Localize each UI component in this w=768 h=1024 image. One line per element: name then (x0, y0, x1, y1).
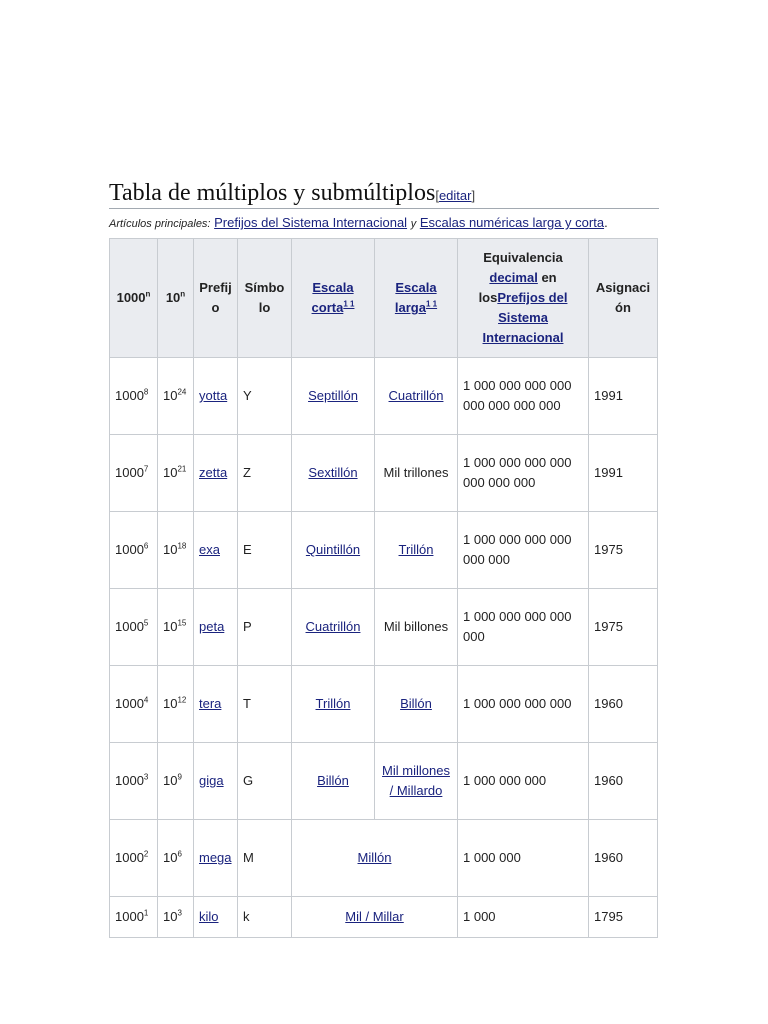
hatnote-conj: y (410, 218, 417, 230)
edit-link[interactable]: editar (438, 188, 472, 203)
cell-prefix[interactable] (194, 820, 238, 897)
multiples-table (109, 238, 658, 938)
cell-decimal: 1 000 000 000 (458, 743, 589, 820)
cell-long-scale[interactable] (375, 358, 458, 435)
prefix-link[interactable]: mega (199, 850, 232, 865)
cell-base-power: 1000$^8$ (110, 358, 158, 435)
cell-short-scale[interactable] (292, 589, 375, 666)
cell-long-scale: Mil trillones (375, 435, 458, 512)
scale-link[interactable]: Millón (357, 850, 392, 865)
table-row (110, 820, 658, 897)
hatnote-prefix: Artículos principales: (109, 218, 211, 230)
header-prefix: Prefijo (194, 239, 238, 358)
cell-short-scale[interactable] (292, 358, 375, 435)
edit-section: [editar] (435, 188, 476, 203)
cell-merged-scale[interactable] (292, 820, 458, 897)
cell-base-power: 1000$^4$ (110, 666, 158, 743)
cell-short-scale[interactable] (292, 435, 375, 512)
section-heading (109, 179, 659, 209)
cell-base-power: 1000$^7$ (110, 435, 158, 512)
cell-long-scale[interactable] (375, 743, 458, 820)
long-scale-link[interactable]: Cuatrillón (388, 388, 444, 403)
cell-prefix[interactable] (194, 666, 238, 743)
header-link-si[interactable]: Prefijos del Sistema Internacional (482, 290, 568, 345)
short-scale-link[interactable]: Cuatrillón (305, 619, 361, 634)
hatnote: Artículos principales: Prefijos del Sistema Internacional y Escalas numéricas larga y corta. (109, 215, 608, 230)
cell-year: 1960 (589, 743, 658, 820)
header-long-scale[interactable]: Escala larga$^{1 1}$ (375, 239, 458, 358)
header-link-decimal[interactable]: decimal (489, 270, 538, 285)
long-scale-link[interactable]: Mil millones / Millardo (382, 763, 450, 798)
cell-decimal: 1 000 000 000 000 000 000 000 000 (458, 358, 589, 435)
cell-prefix[interactable] (194, 435, 238, 512)
cell-ten-power: $10^{18}$ (158, 512, 194, 589)
table-row (110, 666, 658, 743)
table-row (110, 897, 658, 938)
cell-year: 1975 (589, 512, 658, 589)
cell-decimal: 1 000 000 000 000 000 (458, 589, 589, 666)
cell-year: 1960 (589, 820, 658, 897)
cell-ten-power: $10^3$ (158, 897, 194, 938)
cell-year: 1960 (589, 666, 658, 743)
cell-base-power: 1000$^3$ (110, 743, 158, 820)
long-scale-link[interactable]: Billón (400, 696, 432, 711)
cell-ten-power: $10^{24}$ (158, 358, 194, 435)
prefix-link[interactable]: giga (199, 773, 224, 788)
hatnote-link-scales[interactable]: Escalas numéricas larga y corta (419, 215, 605, 230)
cell-symbol: T (238, 666, 292, 743)
short-scale-link[interactable]: Septillón (308, 388, 358, 403)
cell-short-scale[interactable] (292, 512, 375, 589)
cell-symbol: M (238, 820, 292, 897)
section-title: Tabla de múltiplos y submúltiplos (109, 180, 436, 206)
prefix-link[interactable]: peta (199, 619, 225, 634)
cell-year: 1795 (589, 897, 658, 938)
header-ten-power: 10$^n$ (158, 239, 194, 358)
cell-merged-scale[interactable] (292, 897, 458, 938)
table-row (110, 589, 658, 666)
cell-symbol: P (238, 589, 292, 666)
prefix-link[interactable]: exa (199, 542, 220, 557)
header-short-scale[interactable]: Escala corta$^{1 1}$ (292, 239, 375, 358)
table-row (110, 435, 658, 512)
cell-year: 1991 (589, 435, 658, 512)
prefix-link[interactable]: zetta (199, 465, 228, 480)
cell-symbol: Z (238, 435, 292, 512)
prefix-link[interactable]: kilo (199, 909, 219, 924)
cell-prefix[interactable] (194, 358, 238, 435)
cell-long-scale[interactable] (375, 666, 458, 743)
cell-prefix[interactable] (194, 589, 238, 666)
table-header-row (110, 239, 658, 358)
short-scale-link[interactable]: Sextillón (308, 465, 358, 480)
prefix-link[interactable]: yotta (199, 388, 228, 403)
short-scale-link[interactable]: Trillón (315, 696, 351, 711)
prefix-link[interactable]: tera (199, 696, 222, 711)
table-row (110, 512, 658, 589)
header-base-power: 1000$^n$ (110, 239, 158, 358)
header-symbol: Símbolo (238, 239, 292, 358)
cell-ten-power: $10^{21}$ (158, 435, 194, 512)
cell-short-scale[interactable] (292, 666, 375, 743)
header-assignment: Asignación (589, 239, 658, 358)
header-decimal-equivalence: Equivalencia decimal en losPrefijos del Sistema Internacional (458, 239, 589, 358)
short-scale-link[interactable]: Billón (317, 773, 349, 788)
cell-symbol: k (238, 897, 292, 938)
cell-symbol: G (238, 743, 292, 820)
cell-prefix[interactable] (194, 743, 238, 820)
cell-base-power: 1000$^2$ (110, 820, 158, 897)
cell-decimal: 1 000 000 000 000 000 000 (458, 512, 589, 589)
cell-short-scale[interactable] (292, 743, 375, 820)
cell-year: 1991 (589, 358, 658, 435)
hatnote-link-si-prefixes[interactable]: Prefijos del Sistema Internacional (214, 215, 408, 230)
cell-long-scale[interactable] (375, 512, 458, 589)
cell-decimal: 1 000 000 (458, 820, 589, 897)
cell-long-scale: Mil billones (375, 589, 458, 666)
cell-symbol: E (238, 512, 292, 589)
scale-link[interactable]: Mil / Millar (345, 909, 404, 924)
table-row (110, 743, 658, 820)
cell-year: 1975 (589, 589, 658, 666)
cell-symbol: Y (238, 358, 292, 435)
cell-ten-power: $10^6$ (158, 820, 194, 897)
long-scale-link[interactable]: Trillón (398, 542, 434, 557)
cell-base-power: 1000$^1$ (110, 897, 158, 938)
cell-prefix[interactable] (194, 512, 238, 589)
cell-ten-power: $10^{15}$ (158, 589, 194, 666)
short-scale-link[interactable]: Quintillón (305, 542, 361, 557)
table-row (110, 358, 658, 435)
cell-decimal: 1 000 000 000 000 (458, 666, 589, 743)
cell-base-power: 1000$^5$ (110, 589, 158, 666)
cell-decimal: 1 000 000 000 000 000 000 000 (458, 435, 589, 512)
cell-ten-power: $10^9$ (158, 743, 194, 820)
cell-prefix[interactable] (194, 897, 238, 938)
cell-base-power: 1000$^6$ (110, 512, 158, 589)
cell-decimal: 1 000 (458, 897, 589, 938)
cell-ten-power: $10^{12}$ (158, 666, 194, 743)
